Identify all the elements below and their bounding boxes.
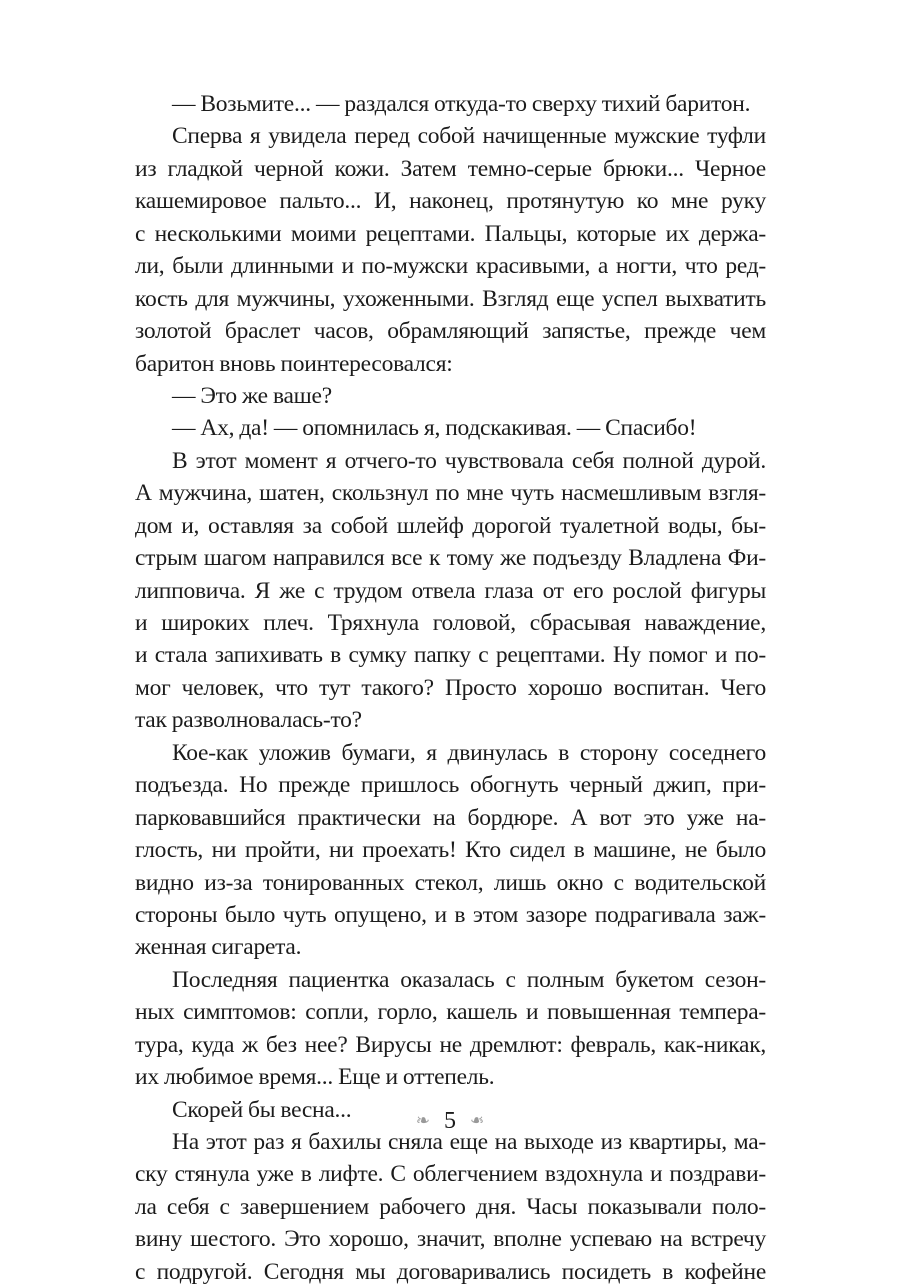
text-line: Сперва я увидела перед собой начищенные мужские туфли	[172, 123, 766, 150]
text-line: стороны было чуть опущено, и в этом зазоре подрагивала заж-	[135, 901, 766, 928]
paragraph	[135, 412, 766, 444]
fleuron-left-icon: ❧	[415, 1111, 430, 1130]
text-line: ли, были длинными и по-мужски красивыми, а ногти, что ред-	[135, 253, 766, 280]
paragraph	[135, 445, 766, 737]
paragraph	[135, 88, 766, 120]
text-line: А мужчина, шатен, скользнул по мне чуть насмешливым взгля-	[135, 480, 766, 507]
text-line: видно из-за тонированных стекол, лишь окно с водительской	[135, 869, 766, 896]
paragraph	[135, 737, 766, 964]
text-line: тура, куда ж без нее? Вирусы не дремлют: февраль, как-никак,	[135, 1031, 766, 1058]
fleuron-right-icon: ❧	[470, 1111, 485, 1130]
paragraph	[135, 380, 766, 412]
text-line: ла себя с завершением рабочего дня. Часы показывали поло-	[135, 1193, 766, 1220]
text-line: дом и, оставляя за собой шлейф дорогой туалетной воды, бы-	[135, 512, 766, 539]
text-line: с несколькими моими рецептами. Пальцы, которые их держа-	[135, 220, 766, 247]
text-line: ску стянула уже в лифте. С облегчением вздохнула и поздрави-	[135, 1161, 766, 1188]
text-line: кость для мужчины, ухоженными. Взгляд еще успел выхватить	[135, 285, 766, 312]
text-line: мог человек, что тут такого? Просто хорошо воспитан. Чего	[135, 674, 766, 701]
text-line: и широких плеч. Тряхнула головой, сбрасывая наваждение,	[135, 610, 766, 636]
text-line: В этот момент я отчего-то чувствовала себя полной дурой.	[172, 447, 766, 474]
text-line: Последняя пациентка оказалась с полным букетом сезон-	[172, 966, 766, 993]
text-line: вину шестого. Это хорошо, значит, вполне успеваю на встречу	[135, 1226, 766, 1253]
text-line: баритон вновь поинтересовался:	[135, 350, 453, 377]
page-number: 5	[444, 1108, 456, 1134]
text-line: их любимое время... Еще и оттепель.	[135, 1064, 495, 1091]
text-line: женная сигарета.	[135, 934, 302, 961]
text-line: Скорей бы весна...	[172, 1096, 352, 1123]
paragraph	[135, 120, 766, 380]
text-line: ных симптомов: сопли, горло, кашель и повышенная темпера-	[135, 999, 766, 1026]
text-line: Кое-как уложив бумаги, я двинулась в сторону соседнего	[172, 739, 766, 766]
paragraph	[135, 964, 766, 1094]
text-line: так разволновалась-то?	[135, 707, 362, 734]
text-line: — Это же ваше?	[172, 382, 332, 409]
text-line: стрым шагом направился все к тому же подъезду Владлена Фи-	[135, 545, 766, 572]
text-line: кашемировое пальто... И, наконец, протянутую ко мне руку	[135, 188, 766, 215]
text-line: — Ах, да! — опомнилась я, подскакивая. — Спасибо!	[172, 415, 697, 442]
text-line: подъезда. Но прежде пришлось обогнуть черный джип, при-	[135, 772, 766, 799]
text-line: золотой браслет часов, обрамляющий запястье, прежде чем	[135, 318, 766, 345]
text-line: парковавшийся практически на бордюре. А вот это уже на-	[135, 804, 766, 831]
text-line: из гладкой черной кожи. Затем темно-серые брюки... Черное	[135, 155, 766, 182]
text-line: и стала запихивать в сумку папку с рецептами. Ну помог и по-	[135, 642, 766, 669]
paragraph	[135, 1126, 766, 1288]
text-line: липповича. Я же с трудом отвела глаза от его рослой фигуры	[135, 577, 766, 604]
text-line: глость, ни пройти, ни проехать! Кто сидел в машине, не было	[135, 837, 766, 864]
text-line: — Возьмите... — раздался откуда-то сверху тихий баритон.	[172, 91, 751, 117]
text-line: На этот раз я бахилы сняла еще на выходе из квартиры, ма-	[172, 1129, 766, 1155]
page-footer	[0, 1108, 900, 1135]
text-line: с подругой. Сегодня мы договаривались посидеть в кофейне	[135, 1258, 766, 1285]
